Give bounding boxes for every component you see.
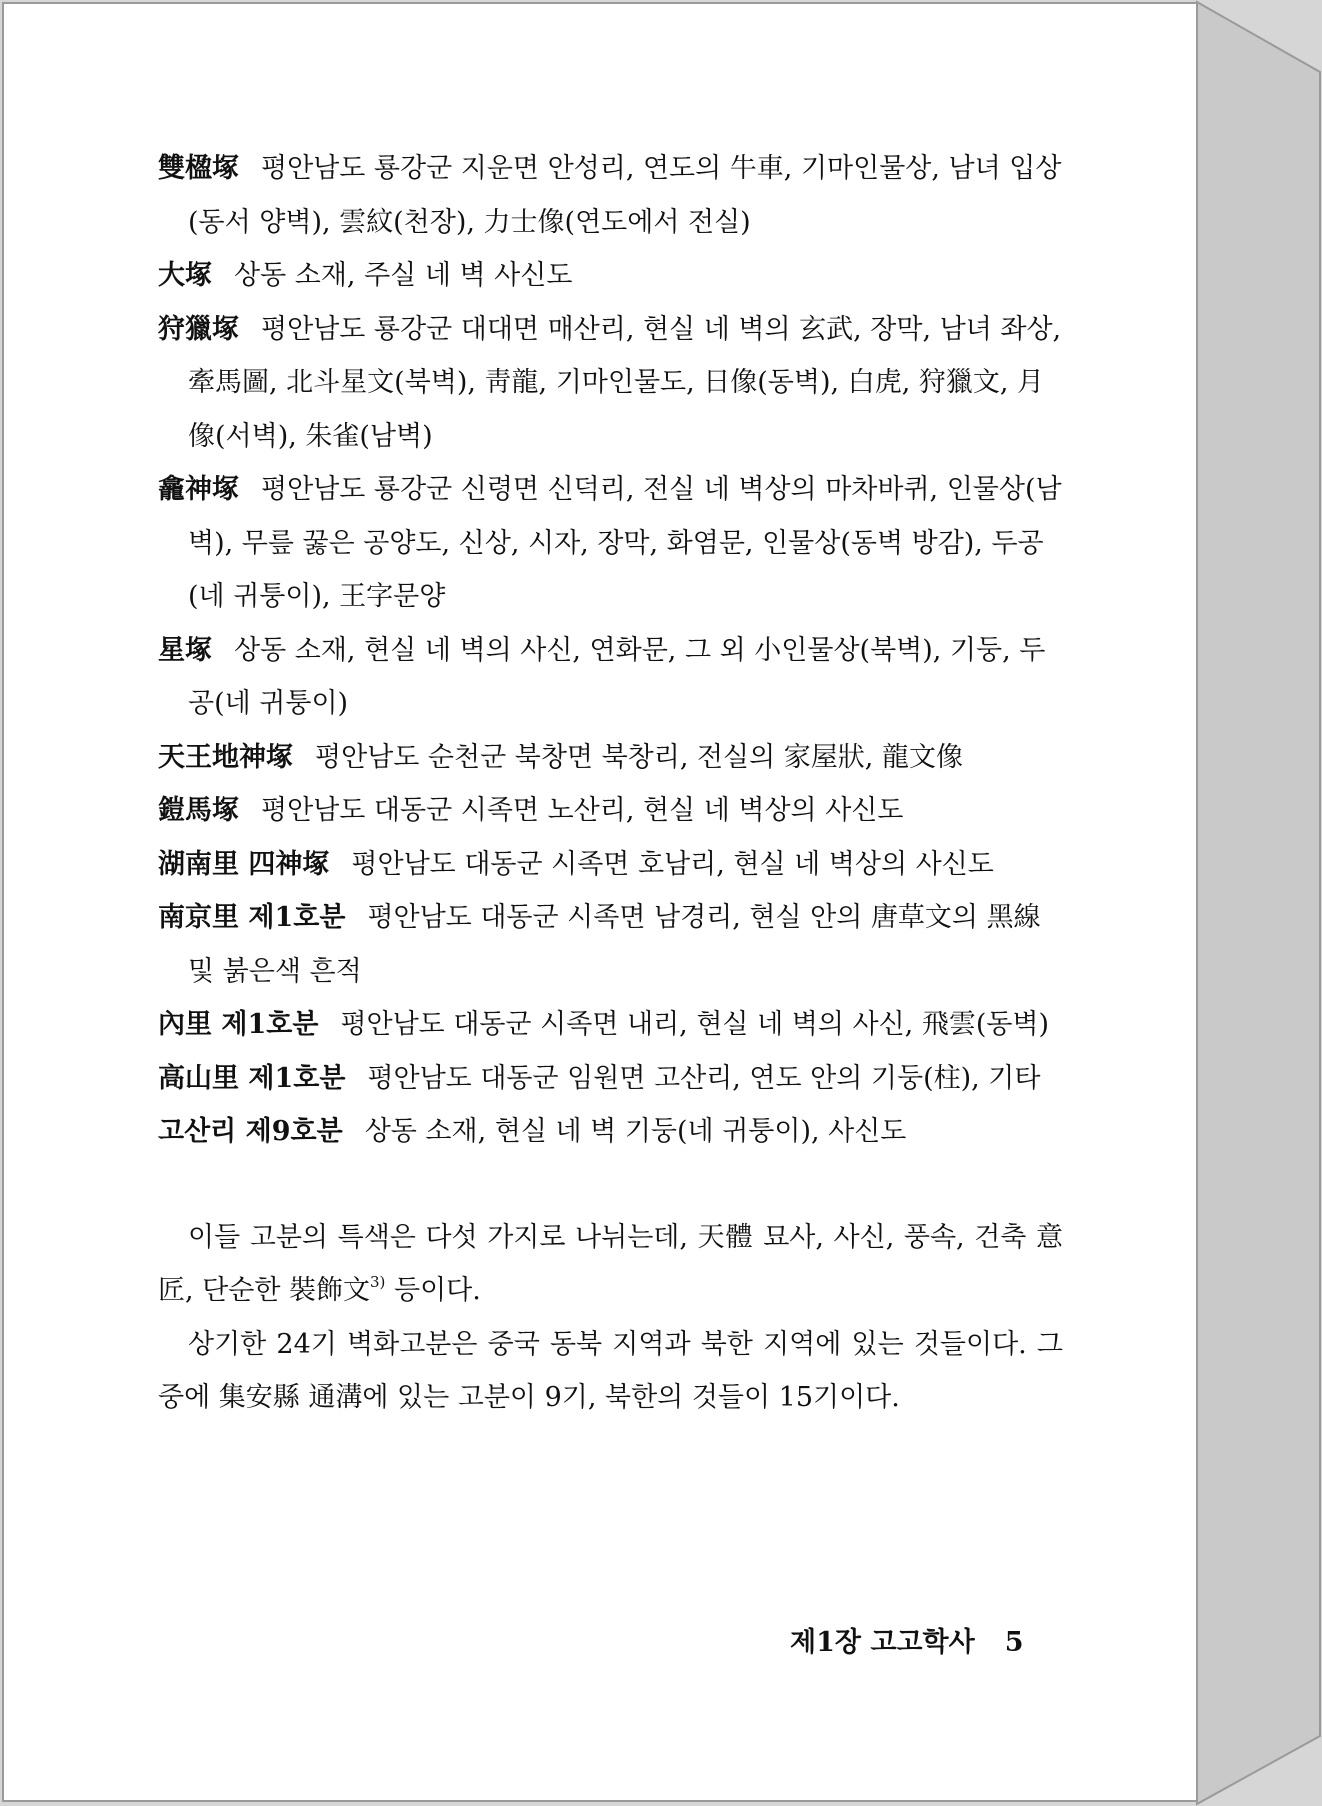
footnote-marker: 3) bbox=[370, 1273, 386, 1291]
tomb-description: 평안남도 룡강군 신령면 신덕리, 전실 네 벽상의 마차바퀴, 인물상(남벽), 무릎 꿇은 공양도, 신상, 시자, 장막, 화염문, 인물상(동벽 방감), 두공(네 귀퉁이), 王字문양 bbox=[188, 474, 1062, 612]
tomb-name: 고산리 제9호분 bbox=[158, 1116, 343, 1147]
tomb-entry bbox=[158, 1105, 1063, 1159]
tomb-description: 평안남도 대동군 시족면 노산리, 현실 네 벽상의 사신도 bbox=[261, 795, 904, 826]
page-number: 5 bbox=[1004, 1627, 1024, 1658]
page-content bbox=[158, 142, 1063, 1425]
tomb-description: 평안남도 룡강군 지운면 안성리, 연도의 牛車, 기마인물상, 남녀 입상(동서 양벽), 雲紋(천장), 力士像(연도에서 전실) bbox=[188, 153, 1062, 238]
tomb-entry bbox=[158, 838, 1063, 892]
tomb-name: 雙楹塚 bbox=[158, 153, 239, 184]
tomb-name: 龕神塚 bbox=[158, 474, 239, 505]
tomb-name: 湖南里 四神塚 bbox=[158, 848, 330, 880]
tomb-entry bbox=[158, 303, 1063, 464]
tomb-entry bbox=[158, 1052, 1063, 1106]
chapter-title: 제1장 고고학사 bbox=[790, 1627, 975, 1658]
tomb-name: 南京里 제1호분 bbox=[158, 902, 346, 933]
tomb-name: 鎧馬塚 bbox=[158, 795, 239, 826]
page-footer bbox=[790, 1620, 1090, 1659]
tomb-description: 상동 소재, 현실 네 벽의 사신, 연화문, 그 외 小인물상(북벽), 기둥, 두공(네 귀퉁이) bbox=[188, 634, 1046, 719]
tomb-entry bbox=[158, 998, 1063, 1052]
tomb-description: 평안남도 대동군 시족면 호남리, 현실 네 벽상의 사신도 bbox=[351, 848, 994, 880]
tomb-entry bbox=[158, 142, 1063, 249]
tomb-list bbox=[158, 142, 1063, 1159]
tomb-entry bbox=[158, 624, 1063, 731]
tomb-description: 상동 소재, 주실 네 벽 사신도 bbox=[234, 260, 573, 291]
tomb-entry bbox=[158, 249, 1063, 303]
tomb-description: 평안남도 순천군 북창면 북창리, 전실의 家屋狀, 龍文像 bbox=[315, 741, 963, 773]
tomb-entry bbox=[158, 731, 1063, 785]
tomb-description: 상동 소재, 현실 네 벽 기둥(네 귀퉁이), 사신도 bbox=[364, 1116, 907, 1147]
tomb-name: 天王地神塚 bbox=[158, 741, 293, 773]
tomb-description: 평안남도 대동군 시족면 내리, 현실 네 벽의 사신, 飛雲(동벽) bbox=[340, 1009, 1050, 1040]
tomb-name: 高山里 제1호분 bbox=[158, 1062, 346, 1094]
tomb-name: 內里 제1호분 bbox=[158, 1009, 319, 1040]
tomb-name: 大塚 bbox=[158, 260, 212, 291]
tomb-entry bbox=[158, 784, 1063, 838]
tomb-entry bbox=[158, 463, 1063, 624]
tomb-description: 평안남도 대동군 시족면 남경리, 현실 안의 唐草文의 黑線 및 붉은색 흔적 bbox=[188, 902, 1041, 987]
tomb-name: 星塚 bbox=[158, 634, 212, 666]
paragraph-characteristics: 이들 고분의 특색은 다섯 가지로 나뉘는데, 天體 묘사, 사신, 풍속, 건축 意匠, 단순한 裝飾文$^{3)}$ 등이다. bbox=[158, 1221, 1063, 1306]
paragraph-summary: 상기한 24기 벽화고분은 중국 동북 지역과 북한 지역에 있는 것들이다. 그 중에 集安縣 通溝에 있는 고분이 9기, 북한의 것들이 15기이다. bbox=[158, 1328, 1063, 1413]
tomb-name: 狩獵塚 bbox=[158, 313, 239, 345]
tomb-description: 평안남도 룡강군 대대면 매산리, 현실 네 벽의 玄武, 장막, 남녀 좌상, 牽馬圖, 北斗星文(북벽), 靑龍, 기마인물도, 日像(동벽), 白虎, 狩獵文, 月像(서벽), 朱雀(남벽) bbox=[188, 313, 1062, 452]
tomb-entry bbox=[158, 891, 1063, 998]
tomb-description: 평안남도 대동군 임원면 고산리, 연도 안의 기둥(柱), 기타 bbox=[367, 1062, 1041, 1094]
